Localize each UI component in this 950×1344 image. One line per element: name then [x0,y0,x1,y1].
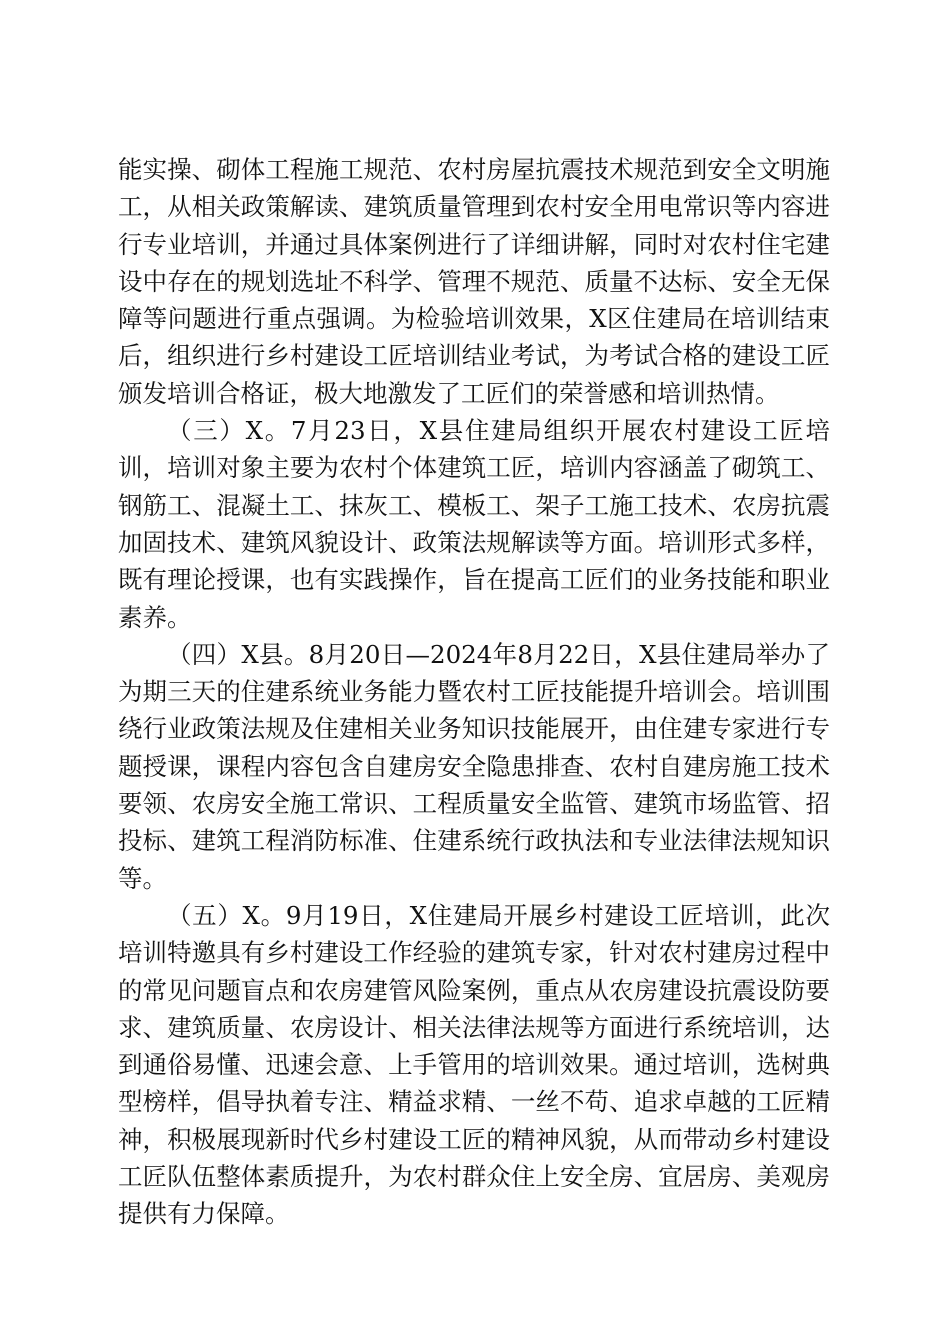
paragraph-body: 9月19日，X住建局开展乡村建设工匠培训，此次培训特邀具有乡村建设工作经验的建筑专家，针对农村建房过程中的常见问题盲点和农房建管风险案例，重点从农房建设抗震设防要求、建筑质量、农房设计、相关法律法规等方面进行系统培训，达到通俗易懂、迅速会意、上手管用的培训效果。通过培训，选树典型榜样，倡导执着专注、精益求精、一丝不苟、追求卓越的工匠精神，积极展现新时代乡村建设工匠的精神风貌，从而带动乡村建设工匠队伍整体素质提升，为农村群众住上安全房、宜居房、美观房提供有力保障。 [118,900,830,1229]
paragraph-body: 8月20日—2024年8月22日，X县住建局举办了为期三天的住建系统业务能力暨农村工匠技能提升培训会。培训围绕行业政策法规及住建相关业务知识技能展开，由住建专家进行专题授课，课程内容包含自建房安全隐患排查、农村自建房施工技术要领、农房安全施工常识、工程质量安全监管、建筑市场监管、招投标、建筑工程消防标准、住建系统行政执法和专业法律法规知识等。 [118,639,830,893]
section-heading: （三）X。 [167,416,291,446]
paragraph-body: 7月23日，X县住建局组织开展农村建设工匠培训，培训对象主要为农村个体建筑工匠，培训内容涵盖了砌筑工、钢筋工、混凝土工、抹灰工、模板工、架子工施工技术、农房抗震加固技术、建筑风貌设计、政策法规解读等方面。培训形式多样，既有理论授课，也有实践操作，旨在提高工匠们的业务技能和职业素养。 [118,416,830,632]
paragraph-section-3 [118,412,830,636]
section-heading: （四）X县。 [167,639,309,669]
paragraph-body: 能实操、砌体工程施工规范、农村房屋抗震技术规范到安全文明施工，从相关政策解读、建筑质量管理到农村安全用电常识等内容进行专业培训，并通过具体案例进行了详细讲解，同时对农村住宅建设中存在的规划选址不科学、管理不规范、质量不达标、安全无保障等问题进行重点强调。为检验培训效果，X区住建局在培训结束后，组织进行乡村建设工匠培训结业考试，为考试合格的建设工匠颁发培训合格证，极大地激发了工匠们的荣誉感和培训热情。 [118,155,830,408]
paragraph-section-5 [118,897,830,1233]
section-heading: （五）X。 [167,900,286,930]
paragraph-continuation [118,151,830,412]
paragraph-section-4 [118,636,830,897]
document-page [118,151,830,1233]
